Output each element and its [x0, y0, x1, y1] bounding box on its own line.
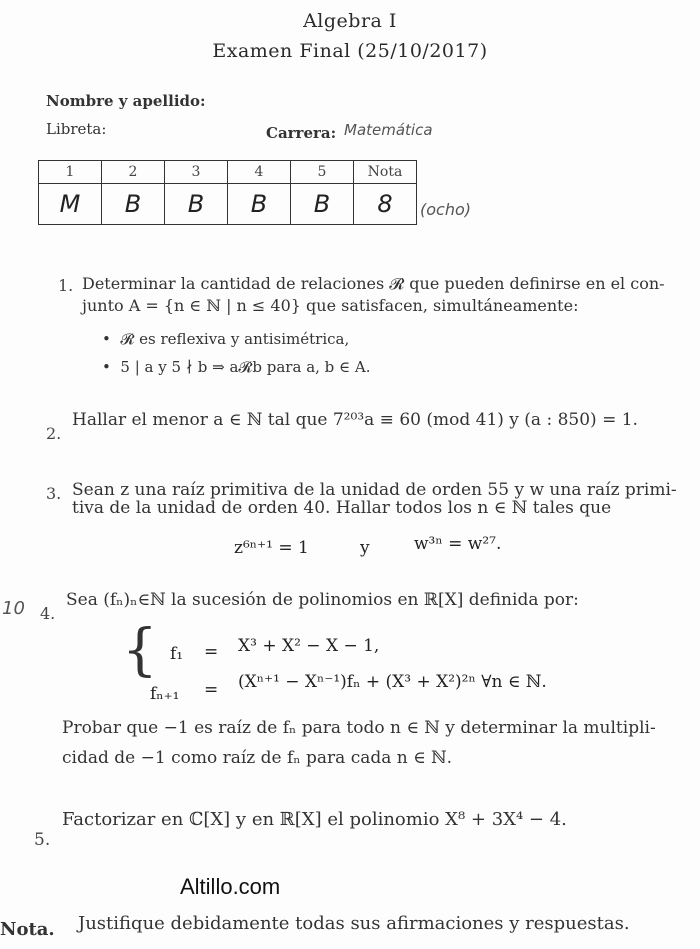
libreta-label: Libreta:	[46, 120, 107, 138]
grade-header: 5	[291, 161, 354, 184]
grade-note: (ocho)	[420, 200, 471, 219]
problem-1-bullet-1	[102, 330, 349, 348]
problem-1-line-2: junto A = {n ∈ ℕ | n ≤ 40} que satisfacen, simultáneamente:	[82, 296, 579, 315]
grade-header: 4	[228, 161, 291, 184]
carrera-label: Carrera:	[266, 124, 337, 142]
problem-1-number: 1.	[58, 276, 74, 295]
problem-4-line-2: Probar que −1 es raíz de fₙ para todo n ∈ ℕ y determinar la multipli-	[62, 718, 656, 738]
system-row-1-lhs: f₁	[170, 644, 184, 664]
system-row-2-lhs: fₙ₊₁	[150, 684, 180, 704]
bullet-text: 𝓡 es reflexiva y antisimétrica,	[120, 330, 350, 348]
grades-marks-row	[39, 184, 417, 225]
grade-mark: M	[39, 184, 102, 225]
bullet-dot: •	[102, 358, 121, 376]
problem-4-line-3: cidad de −1 como raíz de fₙ para cada n ∈ ℕ.	[62, 748, 453, 768]
system-row-2-rhs: (Xⁿ⁺¹ − Xⁿ⁻¹)fₙ + (X³ + X²)²ⁿ ∀n ∈ ℕ.	[238, 672, 547, 692]
problem-4-line-1: Sea (fₙ)ₙ∈ℕ la sucesión de polinomios en ℝ[X] definida por:	[66, 590, 579, 610]
problem-4-number: 4.	[40, 604, 56, 623]
problem-5-number: 5.	[34, 830, 51, 850]
problem-5-line-1: Factorizar en ℂ[X] y en ℝ[X] el polinomio X⁸ + 3X⁴ − 4.	[62, 809, 567, 830]
grade-mark: B	[165, 184, 228, 225]
problem-2-line-1: Hallar el menor a ∈ ℕ tal que 7²⁰³a ≡ 60 (mod 41) y (a : 850) = 1.	[72, 410, 638, 430]
grade-mark: 8	[354, 184, 417, 225]
problem-4-margin-mark: 10	[2, 598, 25, 619]
footer-label: Nota.	[0, 919, 55, 940]
system-brace: {	[122, 618, 158, 683]
problem-3-eq-right: w³ⁿ = w²⁷.	[414, 534, 502, 554]
grade-mark: B	[228, 184, 291, 225]
grades-table	[38, 160, 417, 225]
watermark: Altillo.com	[180, 874, 281, 899]
carrera-value: Matemática	[344, 121, 433, 139]
grade-header: Nota	[354, 161, 417, 184]
system-row-1-eq: =	[204, 642, 219, 662]
bullet-text: 5 | a y 5 ∤ b ⇒ a𝓡b para a, b ∈ A.	[120, 358, 371, 376]
footer-text: Justifique debidamente todas sus afirmaciones y respuestas.	[78, 913, 630, 934]
grade-header: 3	[165, 161, 228, 184]
system-row-2-eq: =	[204, 680, 219, 700]
grade-mark: B	[291, 184, 354, 225]
problem-2-number: 2.	[46, 424, 62, 443]
grade-header: 2	[102, 161, 165, 184]
problem-3-line-2: tiva de la unidad de orden 40. Hallar todos los n ∈ ℕ tales que	[72, 498, 612, 518]
problem-3-number: 3.	[46, 484, 62, 503]
name-label: Nombre y apellido:	[46, 92, 206, 110]
exam-title: Examen Final (25/10/2017)	[212, 40, 488, 62]
grades-header-row	[39, 161, 417, 184]
problem-3-eq-left: z⁶ⁿ⁺¹ = 1	[234, 538, 309, 558]
course-title: Algebra I	[303, 10, 397, 32]
problem-1-bullet-2	[102, 358, 371, 376]
grade-header: 1	[39, 161, 102, 184]
bullet-dot: •	[102, 330, 121, 348]
system-row-1-rhs: X³ + X² − X − 1,	[238, 636, 380, 656]
problem-3-eq-and: y	[360, 538, 370, 558]
problem-3-line-1: Sean z una raíz primitiva de la unidad de orden 55 y w una raíz primi-	[72, 480, 677, 500]
grade-mark: B	[102, 184, 165, 225]
problem-1-line-1: Determinar la cantidad de relaciones 𝓡 que pueden definirse en el con-	[82, 274, 665, 293]
